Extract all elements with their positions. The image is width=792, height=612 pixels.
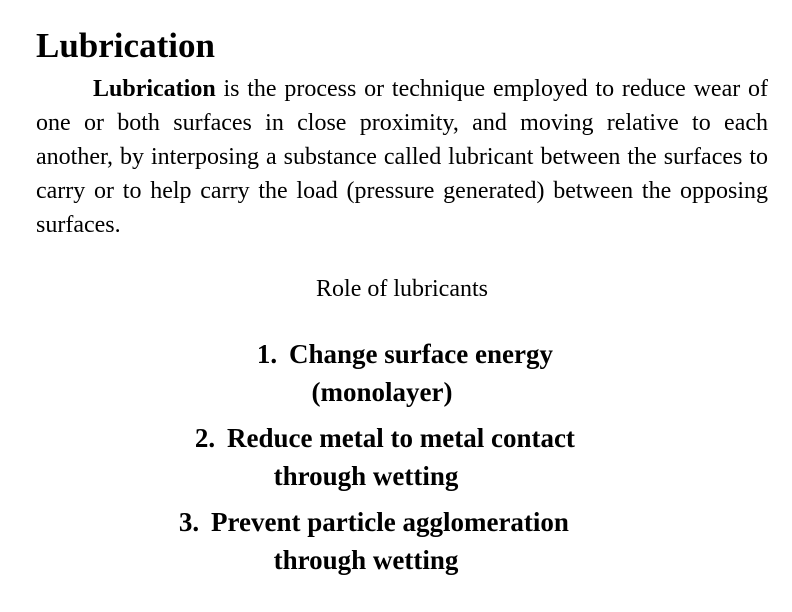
role-item-primary-line xyxy=(0,335,792,373)
role-of-lubricants-heading: Role of lubricants xyxy=(316,276,488,302)
role-list-item xyxy=(0,503,792,579)
role-item-text: Change surface energy xyxy=(289,339,553,369)
role-item-text: Reduce metal to metal contact xyxy=(227,423,575,453)
definition-body: is the process or technique employed to reduce wear of one or both surfaces in close proximity, and moving relative to each another, by interposing a substance called lubricant between the surfaces to carry or to help carry the load (pressure generated) between the opposing surfaces. xyxy=(36,76,768,238)
lubrication-term: Lubrication xyxy=(93,76,216,102)
role-item-number: 2. xyxy=(194,423,216,453)
role-list-item xyxy=(0,419,792,495)
role-item-text: Prevent particle agglomeration xyxy=(211,507,569,537)
lubrication-definition-paragraph xyxy=(36,72,768,242)
role-item-continuation: (monolayer) xyxy=(311,377,453,407)
role-item-number: 1. xyxy=(256,339,278,369)
role-item-primary-line xyxy=(0,503,784,541)
role-of-lubricants-list xyxy=(0,335,792,587)
role-item-continuation: through wetting xyxy=(273,545,459,575)
role-list-item xyxy=(0,335,792,411)
role-item-number: 3. xyxy=(178,507,200,537)
role-item-continuation: through wetting xyxy=(273,461,459,491)
page-title: Lubrication xyxy=(36,26,215,65)
role-item-primary-line xyxy=(0,419,792,457)
